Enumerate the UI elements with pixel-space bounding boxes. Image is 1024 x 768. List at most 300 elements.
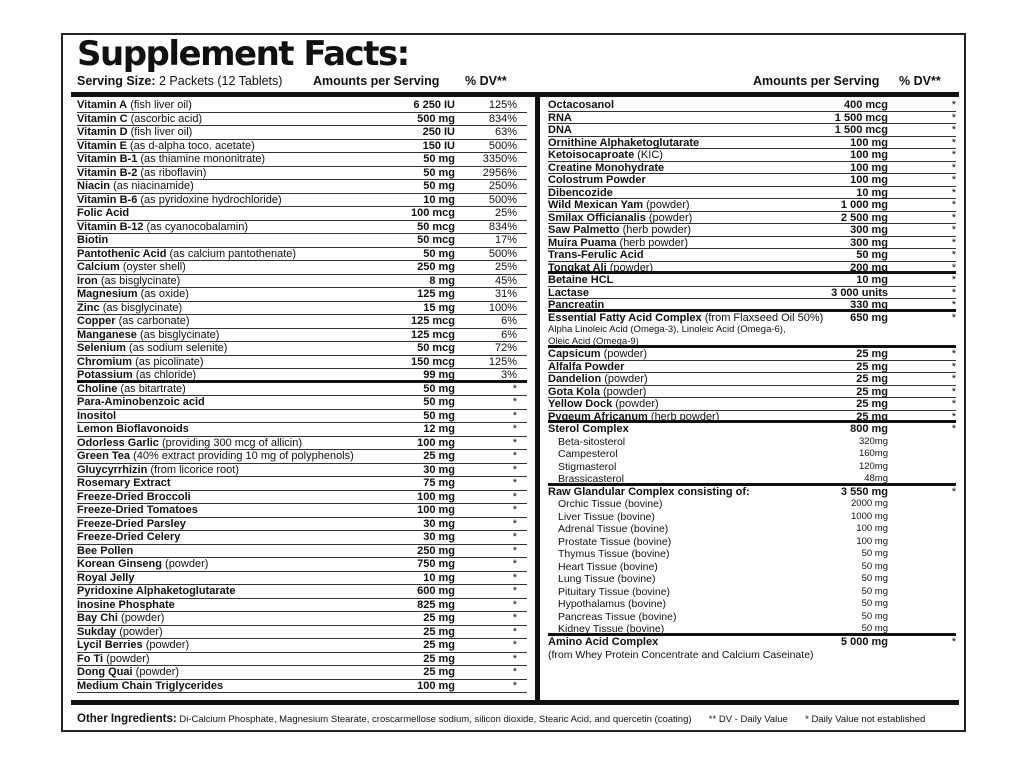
amount-value: 50 mg (861, 573, 888, 584)
daily-value: * (951, 373, 956, 385)
daily-value: * (951, 236, 956, 249)
nutrient-row (77, 599, 527, 613)
nutrient-name: Lung Tissue (bovine) (558, 573, 656, 585)
amount-value: 150 IU (422, 139, 455, 152)
amount-value: 25 mg (423, 612, 455, 624)
nutrient-row (548, 361, 956, 374)
nutrient-row (77, 342, 527, 356)
amount-value: 150 mcg (410, 355, 455, 368)
amount-value: 500 mg (417, 112, 455, 125)
nutrient-description: (from licorice root) (150, 463, 239, 476)
nutrient-name-bold: Rosemary Extract (77, 477, 171, 489)
daily-value: * (951, 299, 956, 311)
nutrient-name-bold: Sukday (77, 625, 117, 638)
nutrient-name: Pancreas Tissue (bovine) (558, 610, 677, 623)
nutrient-name-bold: Dong Quai (77, 666, 133, 678)
amount-value: 750 mg (417, 558, 455, 570)
sub-ingredient-row (548, 586, 956, 599)
daily-value: * (951, 136, 956, 149)
nutrient-name-bold: Folic Acid (77, 207, 130, 219)
nutrient-description: (powder) (119, 625, 163, 638)
daily-value: * (512, 477, 517, 489)
amount-value: 100 mg (850, 161, 888, 174)
nutrient-row (77, 99, 527, 113)
nutrient-name-bold: Ketoisocaproate (548, 149, 635, 161)
amount-value: 50 mg (856, 249, 888, 261)
nutrient-row (77, 234, 527, 248)
nutrient-name: Stigmasterol (558, 460, 617, 473)
nutrient-row (77, 153, 527, 167)
left-amounts-header: Amounts per Serving (313, 74, 440, 88)
daily-value: * (951, 360, 956, 373)
nutrient-description: (as bisglycinate) (139, 328, 220, 341)
nutrient-description: (as riboflavin) (140, 166, 207, 179)
nutrient-row (77, 329, 527, 343)
nutrient-name-bold: Freeze-Dried Broccoli (77, 490, 191, 503)
nutrient-name-bold: Dandelion (548, 373, 602, 385)
amount-value: 330 mg (850, 299, 888, 311)
nutrient-row (77, 477, 527, 491)
amount-value: 100 mg (850, 149, 888, 161)
daily-value: * (512, 625, 517, 638)
nutrient-row (548, 287, 956, 300)
daily-value: 63% (494, 126, 517, 138)
amount-value: 50 mg (861, 610, 888, 622)
daily-value: * (951, 111, 956, 124)
nutrient-row (77, 653, 527, 667)
nutrient-row (548, 99, 956, 112)
nutrient-description: (as thiamine mononitrate) (140, 153, 266, 165)
amount-value: 75 mg (423, 477, 455, 489)
amount-value: 12 mg (423, 423, 455, 435)
other-ingredients-label: Other Ingredients: (77, 713, 177, 725)
nutrient-description: (as niacinamide) (113, 180, 194, 192)
amount-value: 25 mg (423, 652, 455, 665)
amount-value: 10 mg (423, 571, 455, 584)
nutrient-name-bold: Dibencozide (548, 186, 613, 199)
daily-value: * (951, 149, 956, 161)
amount-value: 1 500 mcg (834, 111, 888, 124)
amount-value: 25 mg (423, 625, 455, 638)
nutrient-name-bold: Biotin (77, 234, 109, 246)
amount-value: 30 mg (423, 531, 455, 543)
daily-value: * (951, 211, 956, 224)
nutrient-name-bold: Vitamin E (77, 139, 127, 152)
nutrient-row (77, 666, 527, 680)
nutrient-name-bold: Tongkat Ali (548, 261, 607, 274)
nutrient-name-bold: Betaine HCL (548, 274, 614, 286)
nutrient-name-bold: Gluycyrrhizin (77, 463, 148, 476)
nutrient-row (77, 572, 527, 586)
amount-value: 50 mg (423, 247, 455, 260)
nutrient-name: Orchic Tissue (bovine) (558, 498, 663, 510)
nutrient-name-bold: Pygeum Africanum (548, 410, 648, 423)
nutrient-description: (powder) (648, 211, 693, 224)
sub-ingredient-row (548, 548, 956, 561)
sub-ingredient-row (548, 611, 956, 624)
nutrient-name-bold: Lemon Bioflavonoids (77, 423, 189, 435)
nutrient-row (548, 423, 956, 436)
amount-value: 25 mg (856, 385, 888, 398)
daily-value: 500% (488, 247, 517, 260)
sub-ingredient-row (548, 623, 956, 636)
nutrient-name-bold: Raw Glandular Complex consisting of: (548, 485, 750, 498)
amount-value: 600 mg (417, 585, 455, 597)
daily-value: 500% (488, 193, 517, 206)
daily-value: * (951, 124, 956, 136)
nutrient-name-bold: Vitamin C (77, 112, 128, 125)
nutrient-row (77, 221, 527, 235)
amount-value: 100 mcg (410, 207, 455, 219)
nutrient-name: Liver Tissue (bovine) (558, 510, 655, 523)
nutrient-description: (fish liver oil) (130, 126, 193, 138)
nutrient-description: (KIC) (637, 149, 663, 161)
nutrient-row (548, 398, 956, 411)
serving-size (77, 72, 282, 90)
nutrient-row (77, 585, 527, 599)
daily-value: 3% (501, 369, 517, 381)
nutrient-description: (as calcium pantothenate) (169, 247, 297, 260)
amount-value: 30 mg (423, 463, 455, 476)
daily-value: * (512, 666, 517, 678)
amount-value: 300 mg (850, 224, 888, 236)
nutrient-row (77, 167, 527, 181)
nutrient-row (548, 373, 956, 386)
nutrient-row (77, 518, 527, 532)
nutrient-row (548, 486, 956, 499)
nutrient-row (548, 212, 956, 225)
amount-value: 650 mg (850, 311, 888, 324)
nutrient-name-bold: Selenium (77, 342, 126, 354)
nutrient-description: (as bitartrate) (120, 382, 186, 395)
daily-value: 25% (494, 207, 517, 219)
daily-value: * (951, 485, 956, 498)
amount-value: 50 mg (423, 153, 455, 165)
nutrient-row (548, 174, 956, 187)
amount-value: 825 mg (417, 598, 455, 611)
amount-value: 10 mg (423, 193, 455, 206)
daily-value: 834% (488, 112, 517, 125)
nutrient-description: (fish liver oil) (130, 99, 192, 111)
amount-value: 160mg (858, 448, 888, 459)
amount-value: 50 mcg (417, 220, 455, 233)
nutrient-row (77, 194, 527, 208)
daily-value: * (951, 423, 956, 435)
amount-value: 50 mg (861, 585, 888, 597)
nutrient-row (77, 558, 527, 572)
nutrient-row (77, 396, 527, 410)
nutrient-row (548, 348, 956, 361)
nutrient-description: (as pyridoxine hydrochloride) (140, 193, 282, 206)
amount-value: 125 mg (417, 288, 455, 300)
nutrient-name: Brassicasterol (558, 473, 624, 485)
nutrient-row (77, 369, 527, 383)
nutrient-name-bold: Pantothenic Acid (77, 247, 167, 260)
sub-ingredient-row (548, 448, 956, 461)
nutrient-name: Thymus Tissue (bovine) (558, 548, 670, 560)
daily-value: * (512, 652, 517, 665)
nutrient-name-bold: Octacosanol (548, 99, 615, 111)
nutrient-name-bold: Freeze-Dried Tomatoes (77, 504, 198, 516)
nutrient-name-bold: Zinc (77, 301, 100, 314)
daily-value: 45% (494, 274, 517, 287)
nutrient-row (548, 262, 956, 275)
nutrient-name-bold: Creatine Monohydrate (548, 161, 665, 174)
daily-value: 2956% (482, 166, 517, 179)
nutrient-name-bold: Vitamin A (77, 99, 128, 111)
daily-value: * (951, 99, 956, 111)
daily-value: 25% (494, 261, 517, 273)
nutrient-name-bold: Lactase (548, 286, 589, 299)
nutrient-name: Kidney Tissue (bovine) (558, 623, 665, 635)
nutrient-description: (as carbonate) (118, 315, 190, 327)
daily-value: * (951, 348, 956, 360)
nutrient-description: (as chloride) (135, 369, 197, 381)
right-nutrient-column (548, 99, 956, 663)
nutrient-name: Heart Tissue (bovine) (558, 560, 658, 573)
amount-value: 1 500 mcg (834, 124, 888, 136)
nutrient-name-bold: Green Tea (77, 450, 130, 462)
daily-value: * (951, 199, 956, 211)
amount-value: 50 mg (423, 166, 455, 179)
nutrient-name-bold: Bee Pollen (77, 544, 134, 557)
amount-value: 15 mg (423, 301, 455, 314)
nutrient-row (77, 315, 527, 329)
amount-value: 2 500 mg (840, 211, 888, 224)
amount-value: 1 000 mg (840, 199, 888, 211)
nutrient-row (77, 464, 527, 478)
column-divider (535, 92, 540, 700)
amount-value: 25 mg (856, 348, 888, 360)
amount-value: 320mg (858, 435, 888, 447)
nutrient-name-bold: Lycil Berries (77, 639, 143, 651)
nutrient-name-bold: Manganese (77, 328, 137, 341)
nutrient-name-bold: Korean Ginseng (77, 558, 162, 570)
amount-value: 50 mcg (417, 342, 455, 354)
note-row (548, 324, 956, 336)
amount-value: 100 mg (850, 174, 888, 186)
nutrient-name-bold: Amino Acid Complex (548, 635, 659, 648)
nutrient-name-bold: Copper (77, 315, 116, 327)
amount-value: 100 mg (417, 504, 455, 516)
nutrient-description: (powder) (145, 639, 190, 651)
left-dv-header: % DV** (465, 74, 507, 88)
nutrient-row (77, 140, 527, 154)
nutrient-name-bold: Potassium (77, 369, 133, 381)
nutrient-description: (as bisglycinate) (100, 274, 181, 287)
daily-value: 125% (488, 355, 517, 368)
nutrient-row (548, 274, 956, 287)
nutrient-name-bold: Royal Jelly (77, 571, 135, 584)
dv-note: ** DV - Daily Value (708, 714, 788, 725)
supplement-facts-panel (61, 33, 966, 732)
amount-value: 25 mg (423, 639, 455, 651)
nutrient-row (548, 112, 956, 125)
nutrient-name-bold: Iron (77, 274, 98, 287)
nutrient-description: (as cyanocobalamin) (146, 220, 248, 233)
nutrient-name-bold: Smilax Officianalis (548, 211, 646, 224)
row-rule (77, 692, 527, 693)
nutrient-name-bold: Choline (77, 382, 118, 395)
nutrient-name-bold: Freeze-Dried Celery (77, 531, 181, 543)
nutrient-name-bold: Alfalfa Powder (548, 360, 625, 373)
nutrient-row (77, 383, 527, 397)
amount-value: 50 mg (861, 623, 888, 634)
nutrient-name-bold: Vitamin B-1 (77, 153, 138, 165)
daily-value: * (512, 396, 517, 408)
amount-value: 50 mcg (417, 234, 455, 246)
nutrient-row (77, 207, 527, 221)
daily-value: 17% (494, 234, 517, 246)
nutrient-row (548, 224, 956, 237)
daily-value: * (512, 531, 517, 543)
nutrient-name-bold: Fo Ti (77, 652, 104, 665)
amount-value: 50 mg (861, 598, 888, 609)
nutrient-description: (powder) (121, 612, 165, 624)
star-note: * Daily Value not established (805, 714, 926, 725)
amount-value: 3 550 mg (840, 485, 888, 498)
daily-value: 100% (488, 301, 517, 314)
nutrient-name-bold: Niacin (77, 180, 111, 192)
nutrient-name-bold: Calcium (77, 261, 120, 273)
nutrient-name-bold: Gota Kola (548, 385, 600, 398)
sub-ingredient-row (548, 523, 956, 536)
amount-value: 5 000 mg (840, 635, 888, 648)
amount-value: 50 mg (423, 396, 455, 408)
page-title: Supplement Facts: (77, 34, 409, 74)
nutrient-name-bold: Vitamin B-6 (77, 193, 138, 206)
daily-value: 834% (488, 220, 517, 233)
daily-value: * (951, 385, 956, 398)
daily-value: * (512, 585, 517, 597)
right-dv-header: % DV** (899, 74, 941, 88)
daily-value: * (951, 224, 956, 236)
daily-value: * (512, 517, 517, 530)
daily-value: * (951, 161, 956, 174)
daily-value: 6% (501, 328, 517, 341)
amount-value: 400 mcg (843, 99, 888, 111)
nutrient-row (548, 249, 956, 262)
nutrient-description: (powder) (604, 373, 648, 385)
footer (77, 711, 925, 728)
sub-ingredient-row (548, 536, 956, 549)
nutrient-description: (as oxide) (140, 288, 189, 300)
nutrient-description: (powder) (106, 652, 150, 665)
nutrient-name-bold: Pancreatin (548, 299, 605, 311)
amount-value: 25 mg (856, 373, 888, 385)
nutrient-row (77, 450, 527, 464)
daily-value: * (512, 612, 517, 624)
amount-value: 1000 mg (851, 510, 888, 522)
nutrient-name-bold: Inositol (77, 409, 117, 422)
daily-value: * (951, 286, 956, 299)
nutrient-name-bold: Yellow Dock (548, 398, 613, 410)
daily-value: * (951, 274, 956, 286)
nutrient-row (77, 356, 527, 370)
daily-value: 31% (494, 288, 517, 300)
amount-value: 125 mcg (410, 315, 455, 327)
nutrient-row (548, 411, 956, 424)
nutrient-row (77, 504, 527, 518)
nutrient-row (548, 636, 956, 649)
daily-value: 250% (488, 180, 517, 192)
nutrient-description: (as picolinate) (135, 355, 204, 368)
nutrient-name: Alpha Linoleic Acid (Omega-3), Linoleic Acid (Omega-6), (548, 324, 786, 335)
amount-value: 2000 mg (851, 498, 888, 509)
amount-value: 48mg (864, 473, 888, 484)
nutrient-row (77, 180, 527, 194)
nutrient-name-bold: Pyridoxine Alphaketoglutarate (77, 585, 236, 597)
amount-value: 100 mg (417, 436, 455, 449)
nutrient-name-bold: Freeze-Dried Parsley (77, 517, 186, 530)
amount-value: 25 mg (856, 360, 888, 373)
nutrient-description: (powder) (646, 199, 690, 211)
right-amounts-header: Amounts per Serving (753, 74, 880, 88)
daily-value: * (512, 490, 517, 503)
nutrient-name-bold: Trans-Ferulic Acid (548, 249, 644, 261)
nutrient-row (548, 237, 956, 250)
sub-ingredient-row (548, 498, 956, 511)
daily-value: * (951, 311, 956, 324)
nutrient-description: (herb powder) (619, 236, 689, 249)
sub-ingredient-row (548, 473, 956, 486)
daily-value: * (512, 463, 517, 476)
daily-value: * (512, 382, 517, 395)
amount-value: 50 mg (423, 382, 455, 395)
nutrient-description: (40% extract providing 10 mg of polyphenols) (133, 450, 354, 462)
nutrient-description: (providing 300 mcg of allicin) (162, 436, 303, 449)
nutrient-name-bold: Bay Chi (77, 612, 118, 624)
header-rule (71, 92, 959, 97)
nutrient-name: Oleic Acid (Omega-9) (548, 336, 639, 347)
amount-value: 100 mg (850, 136, 888, 149)
nutrient-row (548, 124, 956, 137)
daily-value: * (951, 398, 956, 410)
nutrient-name-bold: Inosine Phosphate (77, 598, 175, 611)
nutrient-name-bold: DNA (548, 124, 572, 136)
amount-value: 100 mg (856, 523, 888, 534)
nutrient-description: (herb powder) (622, 224, 692, 236)
nutrient-name-bold: Ornithine Alphaketoglutarate (548, 136, 700, 149)
nutrient-description: (powder) (609, 261, 654, 274)
nutrient-row (548, 162, 956, 175)
daily-value: * (951, 635, 956, 648)
daily-value: 500% (488, 139, 517, 152)
other-ingredients-text: Di-Calcium Phosphate, Magnesium Stearate, croscarmellose sodium, silicon dioxide, Stearic Acid, and quercetin (coating) (179, 714, 692, 725)
amount-value: 100 mg (417, 679, 455, 692)
nutrient-name-bold: Medium Chain Triglycerides (77, 679, 224, 692)
daily-value: * (512, 450, 517, 462)
amount-value: 25 mg (856, 398, 888, 410)
nutrient-row (77, 680, 527, 694)
nutrient-description: (powder) (603, 385, 647, 398)
amount-value: 250 mg (417, 261, 455, 273)
amount-value: 30 mg (423, 517, 455, 530)
nutrient-description: (as bisglycinate) (102, 301, 183, 314)
daily-value: * (951, 410, 956, 423)
sub-ingredient-row (548, 436, 956, 449)
nutrient-description: (powder) (615, 398, 659, 410)
nutrient-description: (as sodium selenite) (128, 342, 228, 354)
amount-value: 800 mg (850, 423, 888, 435)
nutrient-name-bold: Vitamin D (77, 126, 128, 138)
nutrient-name-bold: Essential Fatty Acid Complex (548, 311, 702, 324)
nutrient-description: (oyster shell) (122, 261, 186, 273)
nutrient-name: Adrenal Tissue (bovine) (558, 523, 669, 535)
nutrient-name-bold: Vitamin B-2 (77, 166, 138, 179)
footer-rule (71, 700, 959, 705)
amount-value: 6 250 IU (413, 99, 455, 111)
